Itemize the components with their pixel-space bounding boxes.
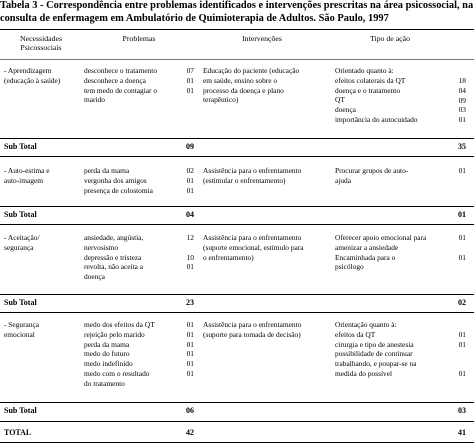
problem-item: desconhece a doença <box>84 75 146 85</box>
need-cell <box>4 166 50 186</box>
action-line: QT <box>335 95 345 105</box>
problem-count: 01 <box>186 359 194 369</box>
table-bottom-rule <box>0 442 474 443</box>
subtotal-bottom-rule <box>0 224 474 225</box>
problem-count: 01 <box>186 85 194 95</box>
action-line: possibilidade de continuar <box>335 349 413 359</box>
problem-item: ansiedade, angústia, <box>84 233 144 242</box>
need-line: - Auto-estima e <box>4 166 50 175</box>
subtotal-top-rule <box>0 138 474 139</box>
problem-count: 02 <box>186 166 194 175</box>
problem-item: desconhece o tratamento <box>84 66 158 75</box>
need-line: emocional <box>4 329 35 339</box>
action-count: 01 <box>458 368 466 378</box>
action-count: 01 <box>458 329 466 339</box>
action-count <box>448 359 466 369</box>
intervention-line: o enfrentamento) <box>203 252 254 262</box>
subtotal-label: Sub Total <box>4 406 37 415</box>
action-count: 01 <box>458 339 466 349</box>
intervention-line: Assistência para o enfrentamento <box>203 320 302 329</box>
need-line: segurança <box>4 242 34 252</box>
problem-count: 01 <box>186 368 194 378</box>
header-tipo-acao: Tipo de ação <box>370 34 410 43</box>
action-count: 09 <box>458 95 466 105</box>
subtotal-bottom-rule <box>0 156 474 157</box>
interventions-cell <box>203 166 301 186</box>
actions-cell <box>335 320 417 379</box>
problem-item: medo dos efeitos da QT <box>84 320 155 329</box>
action-line: efeitos colaterais da QT <box>335 75 406 85</box>
action-line: cirurgia e tipo de anestesia <box>335 339 414 349</box>
problem-item: depressão e tristeza <box>84 252 142 262</box>
problem-item: vergonha dos amigos <box>84 175 147 185</box>
subtotal-problems: 06 <box>186 406 194 415</box>
problems-cell <box>84 166 153 195</box>
subtotal-actions: 03 <box>458 406 466 415</box>
interventions-cell <box>203 233 304 262</box>
problem-item: perda da mama <box>84 166 130 175</box>
problems-cell <box>84 320 155 389</box>
intervention-line: (suporte para tomada de decisão) <box>203 329 301 339</box>
need-line: - Aceitação/ <box>4 233 40 242</box>
actions-cell <box>335 166 408 186</box>
problem-item: medo com o resultado <box>84 368 150 378</box>
need-line: auto-imagem <box>4 175 43 185</box>
subtotal-problems: 04 <box>186 210 194 219</box>
action-line: Orientado quanto à: <box>335 66 394 75</box>
problem-count: 07 <box>186 66 194 75</box>
subtotal-top-rule <box>0 402 474 403</box>
action-line: doença e o tratamento <box>335 85 401 95</box>
problem-count: 01 <box>186 320 194 329</box>
action-count <box>448 349 466 359</box>
subtotal-bottom-rule <box>0 421 474 422</box>
problem-item: doença <box>84 272 105 282</box>
need-cell <box>4 320 39 340</box>
action-counts <box>448 233 466 262</box>
problems-cell <box>84 233 143 282</box>
problem-item: nervosismo <box>84 242 119 252</box>
problem-item: marido <box>84 95 105 105</box>
action-counts <box>448 166 466 176</box>
problem-item: perda da mama <box>84 339 130 349</box>
actions-cell <box>335 233 426 272</box>
need-line: (educação à saúde) <box>4 75 61 85</box>
problem-counts <box>180 66 194 95</box>
header-bottom-rule <box>0 59 474 60</box>
need-cell <box>4 233 40 253</box>
action-count: 03 <box>458 105 466 115</box>
action-line: trabalhando, e poupar-se na <box>335 359 417 369</box>
problem-counts <box>180 166 194 195</box>
table-caption <box>0 0 474 25</box>
action-count: 01 <box>458 252 466 262</box>
action-counts <box>448 320 466 379</box>
action-count: 18 <box>458 76 466 85</box>
problem-count: 10 <box>186 252 194 262</box>
problem-counts <box>180 320 194 379</box>
problem-item: tem medo de contagiar o <box>84 85 158 95</box>
action-count <box>448 243 466 253</box>
action-line: Orientação quanto à: <box>335 320 397 329</box>
interventions-cell <box>203 66 299 105</box>
need-cell <box>4 66 60 86</box>
caption-line-2: consulta de enfermagem em Ambulatório de Quimioterapia de Adultos. São Paulo, 1997 <box>0 12 389 24</box>
actions-cell <box>335 66 418 125</box>
problem-item: rejeição pelo marido <box>84 329 145 339</box>
header-necessidades <box>0 34 82 52</box>
action-counts <box>448 76 466 125</box>
problem-item: revolta, não aceita a <box>84 262 144 272</box>
action-line: ajuda <box>335 175 352 185</box>
action-line: Encaminhada para o <box>335 252 396 262</box>
problem-item: presença de colostomia <box>84 185 153 195</box>
action-line: efeitos da QT <box>335 329 376 339</box>
problem-count: 01 <box>186 175 194 185</box>
header-necessidades-line-1: Necessidades <box>20 34 62 43</box>
caption-line-1: Tabela 3 - Correspondência entre problemas identificados e intervenções prescritas na área psicossocial, na <box>0 0 474 11</box>
action-line: psicólogo <box>335 262 364 272</box>
intervention-line: (estimular o enfrentamento) <box>203 175 286 185</box>
intervention-line: em saúde, ensino sobre o <box>203 75 278 85</box>
subtotal-label: Sub Total <box>4 298 37 307</box>
subtotal-top-rule <box>0 294 474 295</box>
intervention-line: terapêutico) <box>203 95 239 105</box>
subtotal-actions: 01 <box>458 210 466 219</box>
action-line: doença <box>335 105 356 115</box>
problem-counts <box>180 233 194 272</box>
problem-item: medo indefinido <box>84 359 133 369</box>
subtotal-label: Sub Total <box>4 210 37 219</box>
subtotal-problems: 09 <box>186 142 194 151</box>
intervention-line: Assistência para o enfrentamento <box>203 233 302 242</box>
problem-count: 01 <box>186 185 194 195</box>
intervention-line: (suporte emocional, estímulo para <box>203 242 304 252</box>
problem-count: 01 <box>186 339 194 349</box>
total-actions: 41 <box>458 428 466 437</box>
problem-count <box>180 243 194 253</box>
intervention-line: processo da doença e plano <box>203 85 284 95</box>
total-label: TOTAL <box>4 428 32 437</box>
action-line: importância do autocuidado <box>335 114 418 124</box>
action-line: Procurar grupos de auto- <box>335 166 409 175</box>
action-count <box>448 320 466 330</box>
action-count: 04 <box>458 85 466 95</box>
problem-item: medo do futuro <box>84 349 130 359</box>
interventions-cell <box>203 320 301 340</box>
subtotal-top-rule <box>0 206 474 207</box>
problems-cell <box>84 66 157 105</box>
action-line: Oferecer apoio emocional para <box>335 233 427 242</box>
header-necessidades-line-2: Psicossociais <box>20 43 62 53</box>
need-line: - Segurança <box>4 320 40 329</box>
problem-count: 01 <box>186 262 194 272</box>
header-top-rule <box>0 29 474 30</box>
subtotal-problems: 23 <box>186 298 194 307</box>
action-count: 01 <box>458 233 466 242</box>
problem-count: 01 <box>186 75 194 85</box>
intervention-line: Educação do paciente (educação <box>203 66 300 75</box>
header-problemas: Problemas <box>122 34 156 43</box>
problem-count: 01 <box>186 349 194 359</box>
action-count: 01 <box>458 166 466 175</box>
subtotal-label: Sub Total <box>4 142 37 151</box>
action-line: medida do possível <box>335 368 393 378</box>
action-count: 01 <box>458 115 466 125</box>
need-line: - Aprendizagem <box>4 66 52 75</box>
subtotal-actions: 35 <box>458 142 466 151</box>
intervention-line: Assistência para o enfrentamento <box>203 166 302 175</box>
problem-count: 01 <box>186 329 194 339</box>
problem-item: do tratamento <box>84 378 125 388</box>
subtotal-bottom-rule <box>0 312 474 313</box>
total-problems: 42 <box>186 428 194 437</box>
header-intervencoes: Intervenções <box>242 34 282 43</box>
action-line: amenizar a ansiedade <box>335 242 399 252</box>
subtotal-actions: 02 <box>458 298 466 307</box>
problem-count: 12 <box>186 233 194 242</box>
